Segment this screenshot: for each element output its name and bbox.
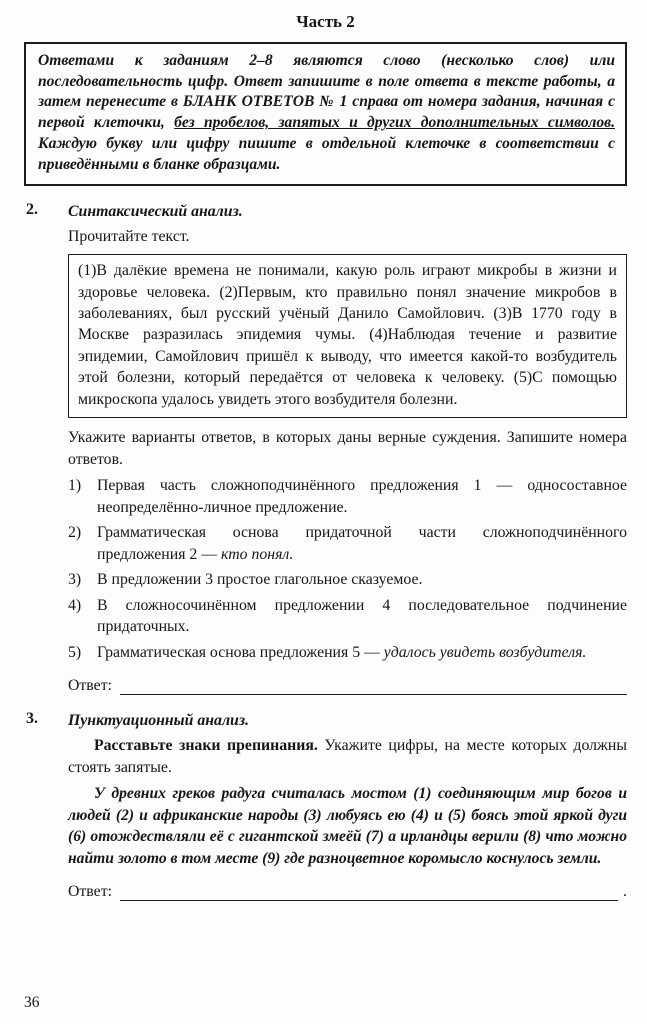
task-2-answer-row: [68, 676, 627, 695]
task-3-answer-row: [68, 882, 627, 901]
option-4-text-plain: В сложносочинённом предложении 4 последовательное подчинение придаточных.: [97, 596, 627, 636]
task-3-answer-blank-line: [120, 882, 618, 901]
part-header: Часть 2: [296, 12, 355, 31]
option-row-1: [68, 475, 627, 518]
punctuation-passage: У древних греков радуга считалась мостом (1) соединяющим мир богов и людей (2) и африканские народы (3) любуясь ею (4) и (5) боясь этой яркой дуги (6) отождествляли её с гигантской змеёй (7) а ирландцы верили (8) что можно найти золото в том месте (9) где разноцветное коромысло коснулось земли.: [68, 785, 627, 867]
task-3: [24, 710, 627, 901]
task-2-subtitle: Прочитайте текст.: [68, 227, 190, 245]
instruction-text-underlined: без пробелов, запятых и других дополнительных символов.: [174, 114, 615, 132]
option-5-text-italic: удалось увидеть возбудителя.: [383, 643, 587, 661]
option-1-text: [97, 475, 627, 518]
task-3-answer-label: Ответ:: [68, 883, 112, 901]
option-1-text-plain: Первая часть сложноподчинённого предложения 1 — односоставное неопределённо-личное предложение.: [97, 477, 627, 516]
instruction-text-part2: Каждую букву или цифру пишите в отдельной клеточке в соответствии с приведёнными в бланке образцами.: [38, 134, 615, 173]
task-3-instruction-bold: Расставьте знаки препинания.: [94, 737, 318, 755]
options-list: [68, 475, 627, 663]
task-2-answer-blank-line: [120, 676, 627, 695]
option-4-text: [97, 595, 627, 638]
task-2-body: [68, 201, 627, 695]
task-3-instruction-rest: Укажите цифры, на месте которых должны стоять запятые.: [68, 737, 627, 776]
option-5-number: 5): [68, 643, 82, 661]
option-5-text-plain: Грамматическая основа предложения 5 —: [97, 643, 384, 661]
option-2-text-italic: кто понял.: [221, 545, 294, 563]
option-row-4: [68, 595, 627, 638]
task-2-title: Синтаксический анализ.: [68, 203, 243, 221]
task-3-title: Пунктуационный анализ.: [68, 712, 249, 729]
task-3-answer-period: .: [623, 883, 627, 901]
option-row-3: [68, 569, 627, 590]
task-2: [24, 201, 627, 695]
task-2-number: 2.: [26, 201, 38, 219]
option-2-number: 2): [68, 524, 82, 542]
reading-passage-text: (1)В далёкие времена не понимали, какую роль играют микробы в жизни и здоровье человека. (2)Первым, кто правильно понял значение микробов в заболеваниях, был русский учёный Данило Самойлович. (3)В 1770 году в Москве разразилась эпидемия чумы. (4)Наблюдая течение и развитие эпидемии, Самойлович пришёл к выводу, что имеется какой-то возбудитель этой болезни, который передаётся от человека к человеку. (5)С помощью микроскопа удалось увидеть этого возбудителя болезни.: [78, 262, 617, 408]
instruction-text-part1: Ответами к заданиям 2–8 являются слово (несколько слов) или последовательность цифр. Ответ запишите в поле ответа в тексте работы, а затем перенесите в БЛАНК ОТВЕТОВ № 1 справа от номера задания, начиная с первой клеточки,: [38, 52, 615, 132]
option-row-2: [68, 522, 627, 565]
option-4-number: 4): [68, 596, 82, 614]
instruction-box: [24, 42, 627, 186]
task-3-number: 3.: [26, 710, 38, 727]
option-5-text: [97, 642, 627, 663]
task-3-body: [68, 710, 627, 901]
option-3-text-plain: В предложении 3 простое глагольное сказуемое.: [97, 571, 423, 589]
option-row-5: [68, 642, 627, 663]
task-2-answer-label: Ответ:: [68, 677, 112, 694]
option-2-text-plain: Грамматическая основа придаточной части сложноподчинённого предложения 2 —: [97, 524, 627, 563]
option-3-text: [97, 569, 627, 590]
task-3-instruction: [68, 735, 627, 778]
option-2-text: [97, 522, 627, 565]
option-3-number: 3): [68, 571, 82, 589]
reading-passage-box: [68, 254, 627, 418]
page-number: 36: [24, 994, 40, 1011]
task-2-question: Укажите варианты ответов, в которых даны верные суждения. Запишите номера ответов.: [68, 429, 627, 468]
option-1-number: 1): [68, 477, 82, 495]
